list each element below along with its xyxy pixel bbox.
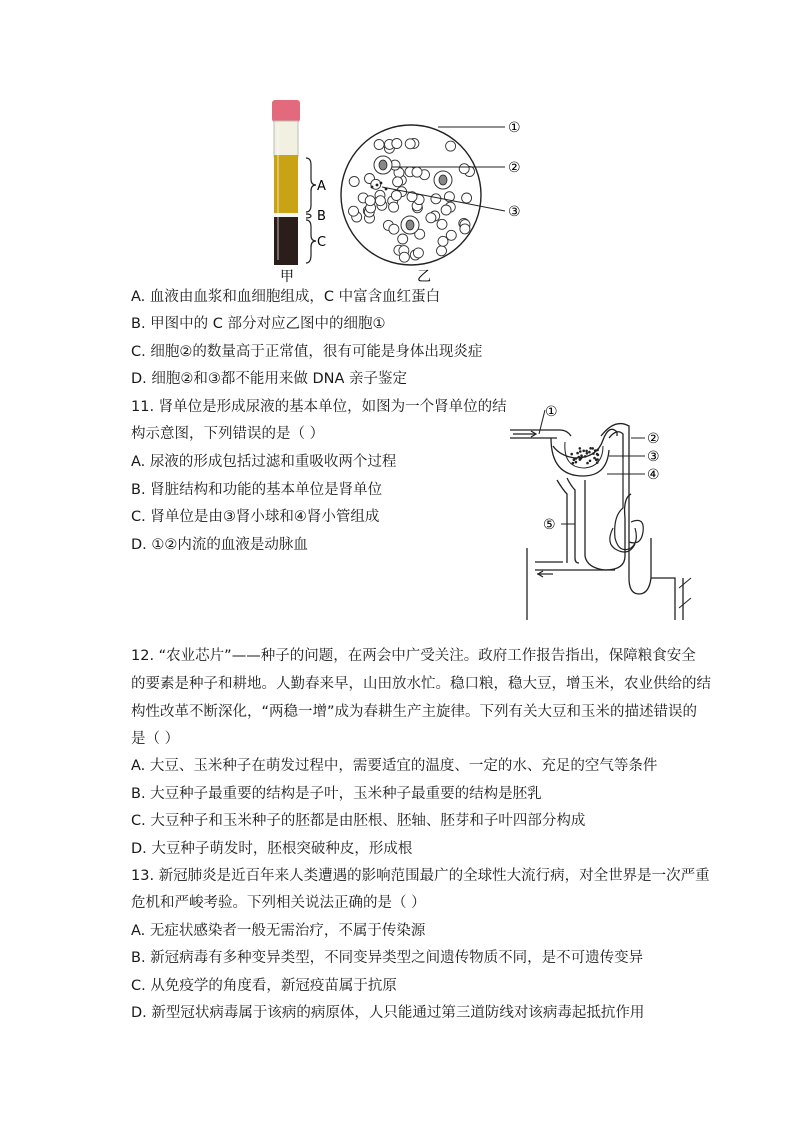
q11-option-a: A. 尿液的形成包括过滤和重吸收两个过程	[131, 454, 397, 470]
red-blood-cell	[393, 177, 403, 187]
glomerulus-dot	[589, 460, 592, 463]
q12-option-d: D. 大豆种子萌发时，胚根突破种皮，形成根	[131, 841, 413, 857]
red-blood-cell	[459, 164, 469, 174]
nephron-label-1: ①	[545, 404, 558, 420]
q12-stem-line1: 12. “农业芯片”——种子的问题，在两会中广受关注。政府工作报告指出，保障粮食安全	[131, 648, 696, 664]
glomerulus-dot	[578, 456, 581, 459]
circle-label-3: ③	[508, 204, 521, 220]
q11-stem-line2: 构示意图，下列错误的是（ ）	[131, 426, 325, 442]
red-blood-cell	[389, 202, 399, 212]
glomerulus-dot	[580, 454, 583, 457]
q12-option-c: C. 大豆种子和玉米种子的胚都是由胚根、胚轴、胚芽和子叶四部分构成	[131, 813, 586, 829]
nephron-label-2: ②	[647, 431, 660, 447]
red-blood-cell	[365, 196, 375, 206]
red-blood-cell	[374, 140, 384, 150]
red-blood-cell	[398, 234, 408, 244]
glomerulus-dot	[572, 462, 575, 465]
q10-option-a: A. 血液由血浆和血细胞组成，C 中富含血红蛋白	[131, 289, 441, 305]
red-blood-cell	[426, 213, 436, 223]
red-blood-cell	[437, 246, 447, 256]
q13-stem-line1: 13. 新冠肺炎是近百年来人类遭遇的影响范围最广的全球性大流行病，对全世界是一次严重	[131, 868, 710, 884]
circle-label-1: ①	[508, 120, 521, 136]
glomerulus-dot	[586, 462, 589, 465]
tube-label-c: C	[317, 235, 327, 250]
red-blood-cell	[389, 224, 399, 234]
red-blood-cell	[431, 194, 441, 204]
blood-smear	[341, 125, 481, 265]
glomerulus-dot	[570, 453, 573, 456]
red-blood-cell	[375, 196, 385, 206]
red-blood-cell	[349, 177, 359, 187]
red-blood-cell	[413, 248, 423, 258]
platelet	[376, 184, 379, 187]
glomerulus-dots	[570, 447, 599, 464]
q13-option-c: C. 从免疫学的角度看，新冠疫苗属于抗原	[131, 978, 397, 994]
red-blood-cell	[412, 167, 422, 177]
red-blood-cell	[446, 230, 456, 240]
platelet	[371, 186, 374, 189]
tube-label-a: A	[317, 179, 326, 194]
circle-label-2: ②	[508, 160, 521, 176]
q10-option-c: C. 细胞②的数量高于正常值，很有可能是身体出现炎症	[131, 344, 483, 360]
glomerulus-dot	[584, 455, 587, 458]
caption-left: 甲	[280, 269, 294, 285]
glomerulus-dot	[579, 447, 582, 450]
glomerulus-dot	[579, 458, 582, 461]
red-blood-cell	[349, 206, 359, 216]
q13-option-a: A. 无症状感染者一般无需治疗，不属于传染源	[131, 923, 426, 939]
white-blood-cell-nucleus	[439, 175, 447, 185]
red-blood-cell	[405, 139, 415, 149]
glomerulus-dot	[576, 452, 579, 455]
nephron-label-4: ④	[647, 467, 660, 483]
white-blood-cell-nucleus	[379, 160, 387, 170]
glomerulus-dot	[582, 450, 585, 453]
glomerulus-dot	[585, 450, 588, 453]
q13-option-b: B. 新冠病毒有多种变异类型，不同变异类型之间遗传物质不同，是不可遗传变异	[131, 950, 644, 966]
glomerulus-dot	[588, 451, 591, 454]
test-tube	[272, 100, 300, 265]
q11-stem-line1: 11. 肾单位是形成尿液的基本单位，如图为一个肾单位的结	[131, 399, 507, 415]
glomerulus-dot	[593, 457, 596, 460]
glomerulus-dot	[586, 452, 589, 455]
caption-right: 乙	[417, 269, 431, 285]
glomerulus-dot	[579, 450, 582, 453]
glomerulus-dot	[596, 449, 599, 452]
red-blood-cell	[399, 252, 409, 262]
q12-option-b: B. 大豆种子最重要的结构是子叶，玉米种子最重要的结构是胚乳	[131, 786, 542, 802]
q11-option-d: D. ①②内流的血液是动脉血	[131, 537, 308, 553]
q13-stem-line2: 危机和严峻考验。下列相关说法正确的是（ ）	[131, 895, 426, 911]
glomerulus-dot	[594, 449, 597, 452]
platelet	[380, 182, 383, 185]
q13-option-d: D. 新型冠状病毒属于该病的病原体，人只能通过第三道防线对该病毒起抵抗作用	[131, 1005, 645, 1021]
q12-stem-line2: 的要素是种子和耕地。人勤春来早，山田放水忙。稳口粮，稳大豆，增玉米，农业供给的结	[131, 676, 711, 692]
q11-option-b: B. 肾脏结构和功能的基本单位是肾单位	[131, 482, 383, 498]
q12-stem-line4: 是（ ）	[131, 731, 180, 747]
glomerulus-dot	[597, 454, 600, 457]
red-blood-cell	[392, 139, 402, 149]
nephron-figure	[505, 398, 695, 620]
q10-option-d: D. 细胞②和③都不能用来做 DNA 亲子鉴定	[131, 371, 408, 387]
nephron-label-3: ③	[647, 449, 660, 465]
glomerulus-dot	[575, 461, 578, 464]
q11-option-c: C. 肾单位是由③肾小球和④肾小管组成	[131, 509, 380, 525]
nephron-label-5: ⑤	[543, 517, 556, 533]
q12-stem-line3: 构性改革不断深化，“两稳一增”成为春耕生产主旋律。下列有关大豆和玉米的描述错误的	[131, 704, 698, 720]
red-blood-cell	[446, 141, 456, 151]
red-blood-cell	[460, 224, 470, 234]
glomerulus-dot	[575, 457, 578, 460]
red-blood-cell	[437, 219, 447, 229]
red-blood-cell	[391, 191, 401, 201]
q12-option-a: A. 大豆、玉米种子在萌发过程中，需要适宜的温度、一定的水、充足的空气等条件	[131, 758, 658, 774]
glomerulus-dot	[592, 452, 595, 455]
red-blood-cell	[441, 205, 451, 215]
q10-option-b: B. 甲图中的 C 部分对应乙图中的细胞①	[131, 316, 386, 332]
red-blood-cell	[462, 193, 472, 203]
blood-figure	[250, 95, 540, 285]
glomerulus-dot	[596, 461, 599, 464]
tube-label-b: B	[317, 209, 326, 224]
glomerulus-dot	[591, 447, 594, 450]
white-blood-cell-nucleus	[406, 220, 414, 230]
